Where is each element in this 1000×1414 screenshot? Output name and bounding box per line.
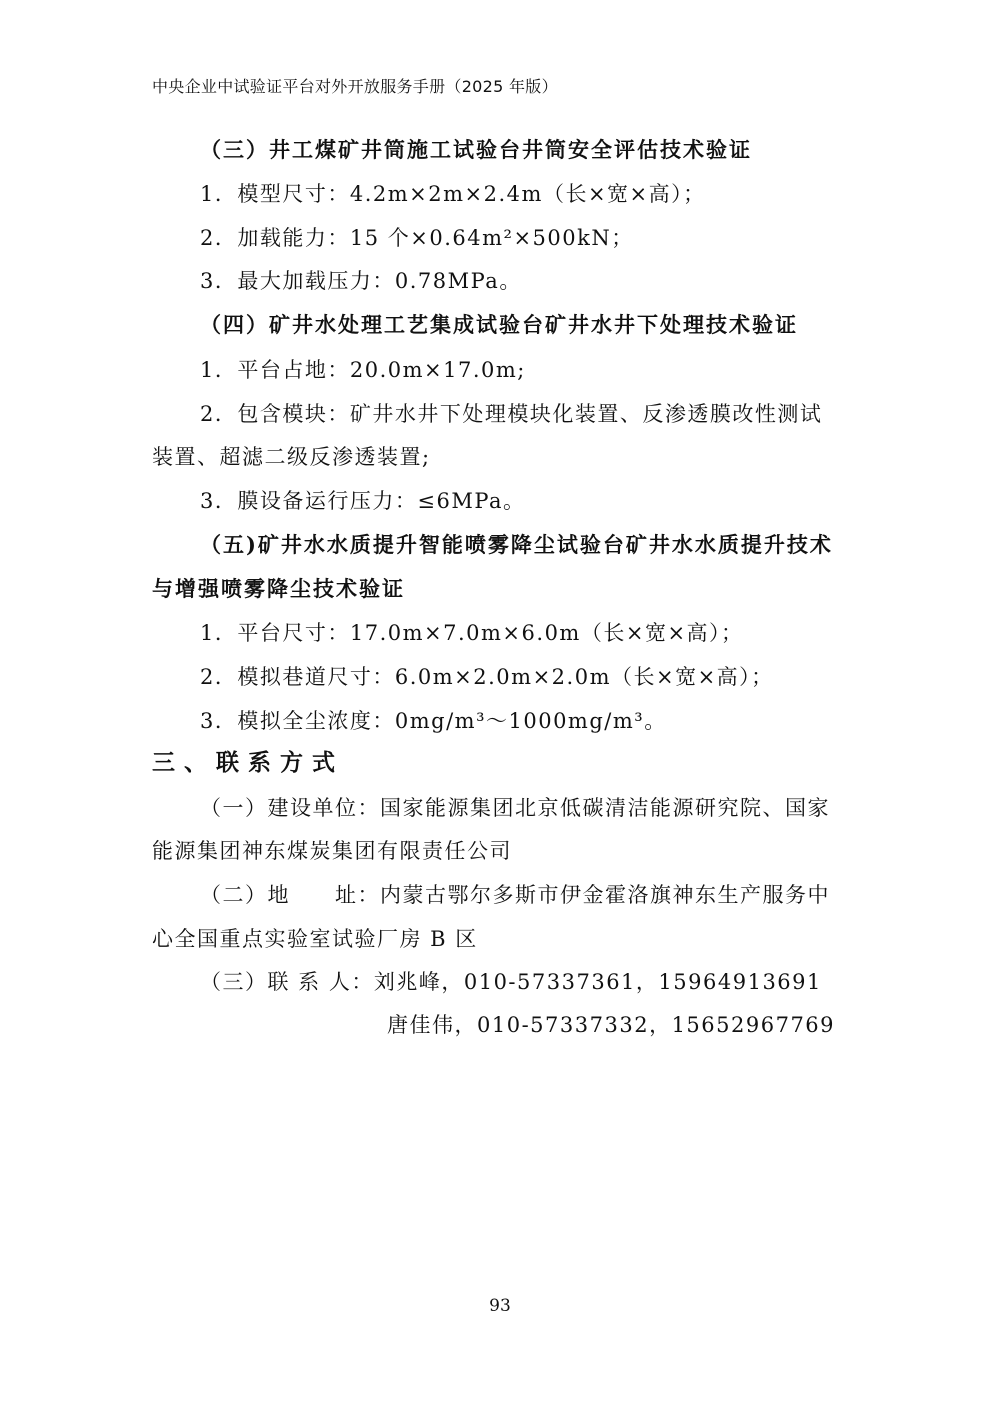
builder-line: （一）建设单位：国家能源集团北京低碳清洁能源研究院、国家	[200, 796, 830, 820]
section-5-heading: （五)矿井水水质提升智能喷雾降尘试验台矿井水水质提升技术	[200, 532, 833, 557]
contact-section-title: 三、联系方式	[152, 750, 344, 776]
builder-line-continued: 能源集团神东煤炭集团有限责任公司	[152, 839, 512, 863]
section-3-item-3: 3．最大加载压力：0.78MPa。	[200, 269, 522, 293]
section-3-heading: （三）井工煤矿井筒施工试验台井筒安全评估技术验证	[200, 137, 752, 162]
section-4-item-2: 2．包含模块：矿井水井下处理模块化装置、反渗透膜改性测试	[200, 402, 823, 426]
address-line-continued: 心全国重点实验室试验厂房 B 区	[152, 927, 478, 951]
section-4-heading: （四）矿井水处理工艺集成试验台矿井水井下处理技术验证	[200, 312, 798, 337]
section-5-item-1: 1．平台尺寸：17.0m×7.0m×6.0m（长×宽×高）；	[200, 621, 744, 645]
contact-person-1: （三）联 系 人：刘兆峰，010-57337361，15964913691	[200, 970, 822, 994]
contact-person-2: 唐佳伟，010-57337332，15652967769	[387, 1013, 836, 1037]
section-5-item-3: 3．模拟全尘浓度：0mg/m³～1000mg/m³。	[200, 709, 667, 733]
page-number: 93	[489, 1296, 511, 1316]
section-4-item-3: 3．膜设备运行压力：≤6MPa。	[200, 489, 526, 513]
section-5-heading-continued: 与增强喷雾降尘技术验证	[152, 576, 405, 601]
section-5-item-2: 2．模拟巷道尺寸：6.0m×2.0m×2.0m（长×宽×高）；	[200, 665, 774, 689]
address-line: （二）地 址：内蒙古鄂尔多斯市伊金霍洛旗神东生产服务中	[200, 883, 830, 907]
section-3-item-2: 2．加载能力：15 个×0.64m²×500kN；	[200, 226, 634, 250]
section-3-item-1: 1．模型尺寸：4.2m×2m×2.4m（长×宽×高）；	[200, 182, 706, 206]
section-4-item-1: 1．平台占地：20.0m×17.0m;	[200, 358, 526, 382]
section-4-item-2-continued: 装置、超滤二级反渗透装置;	[152, 445, 431, 469]
running-header: 中央企业中试验证平台对外开放服务手册（2025 年版）	[152, 77, 558, 96]
